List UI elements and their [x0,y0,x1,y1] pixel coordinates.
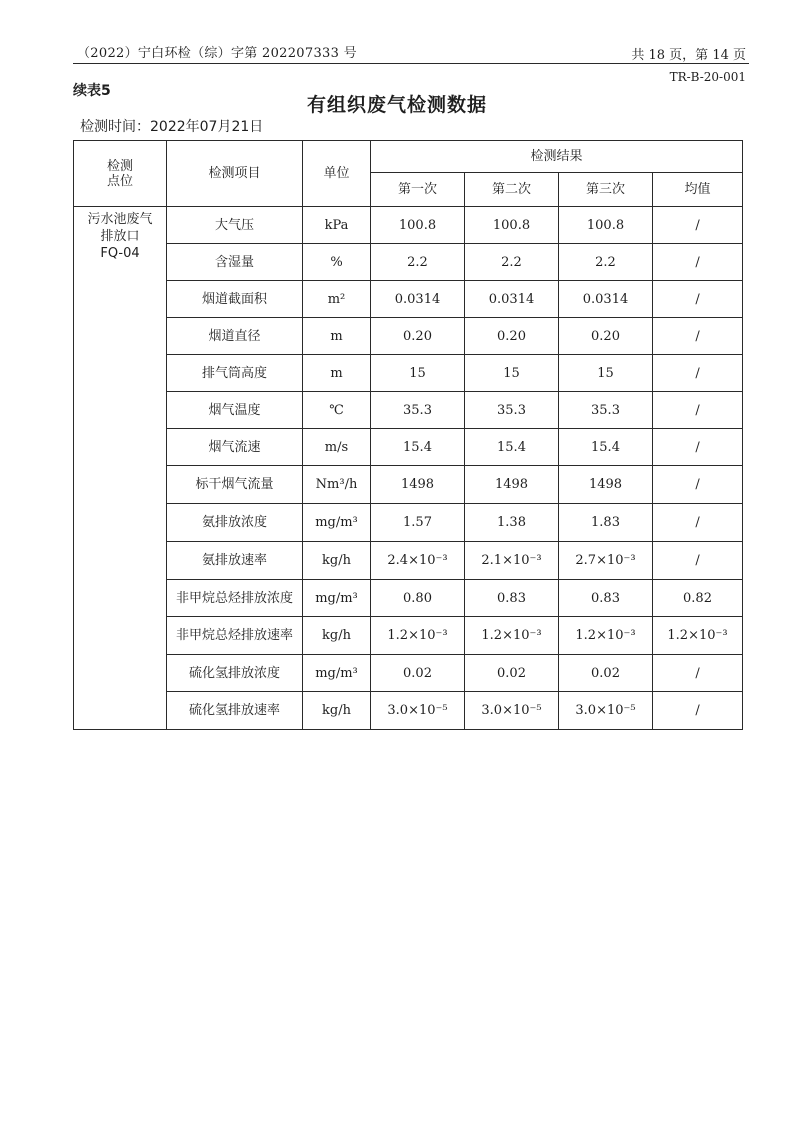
item-cell: 标干烟气流量 [167,466,303,504]
item-cell: 硫化氢排放浓度 [167,655,303,692]
item-cell: 烟道直径 [167,318,303,355]
first-value-cell: 0.02 [371,655,465,692]
second-value-cell: 100.8 [465,207,559,244]
header-avg: 均值 [653,173,743,207]
item-cell: 排气筒高度 [167,355,303,392]
average-cell: / [653,655,743,692]
unit-cell: m [303,355,371,392]
table-row [74,692,743,730]
header-second: 第二次 [465,173,559,207]
average-cell: / [653,466,743,504]
test-time: 检测时间：2022年07月21日 [80,119,264,135]
first-value-cell: 2.4×10⁻³ [371,542,465,580]
table-row [74,355,743,392]
second-value-cell: 15.4 [465,429,559,466]
table-row [74,542,743,580]
table-row [74,429,743,466]
average-cell: / [653,355,743,392]
header-point: 检测 点位 [74,141,167,207]
header-divider [73,63,749,64]
first-value-cell: 15.4 [371,429,465,466]
third-value-cell: 35.3 [559,392,653,429]
first-value-cell: 0.80 [371,580,465,617]
third-value-cell: 1.83 [559,504,653,542]
average-cell: / [653,429,743,466]
item-cell: 硫化氢排放速率 [167,692,303,730]
first-value-cell: 35.3 [371,392,465,429]
item-cell: 烟气流速 [167,429,303,466]
table-row [74,392,743,429]
unit-cell: kg/h [303,542,371,580]
second-value-cell: 2.1×10⁻³ [465,542,559,580]
page-info: 共 18 页，第 14 页 [631,48,746,63]
monitoring-point: 污水池废气 排放口 FQ-04 [74,207,167,730]
average-cell: / [653,692,743,730]
table-row [74,207,743,244]
unit-cell: ℃ [303,392,371,429]
average-cell: / [653,392,743,429]
item-cell: 烟道截面积 [167,281,303,318]
third-value-cell: 0.20 [559,318,653,355]
second-value-cell: 0.83 [465,580,559,617]
unit-cell: kg/h [303,692,371,730]
header-item: 检测项目 [167,141,303,207]
table-continuation-label: 续表5 [73,83,111,99]
unit-cell: % [303,244,371,281]
header-result: 检测结果 [371,141,743,173]
average-cell: / [653,318,743,355]
first-value-cell: 15 [371,355,465,392]
table-row [74,504,743,542]
first-value-cell: 0.20 [371,318,465,355]
item-cell: 非甲烷总烃排放速率 [167,617,303,655]
second-value-cell: 1498 [465,466,559,504]
second-value-cell: 0.20 [465,318,559,355]
average-cell: / [653,281,743,318]
second-value-cell: 3.0×10⁻⁵ [465,692,559,730]
average-cell: / [653,244,743,281]
first-value-cell: 1498 [371,466,465,504]
item-cell: 氨排放速率 [167,542,303,580]
table-row [74,617,743,655]
unit-cell: m [303,318,371,355]
first-value-cell: 1.57 [371,504,465,542]
unit-cell: kPa [303,207,371,244]
second-value-cell: 35.3 [465,392,559,429]
report-number: （2022）宁白环检（综）字第 202207333 号 [77,46,357,61]
form-code: TR-B-20-001 [669,70,746,84]
emission-data-table [73,140,743,730]
second-value-cell: 15 [465,355,559,392]
third-value-cell: 1498 [559,466,653,504]
third-value-cell: 100.8 [559,207,653,244]
average-cell: / [653,207,743,244]
unit-cell: mg/m³ [303,504,371,542]
header-first: 第一次 [371,173,465,207]
average-cell: 1.2×10⁻³ [653,617,743,655]
third-value-cell: 0.02 [559,655,653,692]
page-title: 有组织废气检测数据 [306,94,487,116]
third-value-cell: 0.0314 [559,281,653,318]
item-cell: 氨排放浓度 [167,504,303,542]
third-value-cell: 15 [559,355,653,392]
first-value-cell: 0.0314 [371,281,465,318]
first-value-cell: 1.2×10⁻³ [371,617,465,655]
table-row [74,466,743,504]
third-value-cell: 3.0×10⁻⁵ [559,692,653,730]
header-third: 第三次 [559,173,653,207]
unit-cell: m² [303,281,371,318]
average-cell: 0.82 [653,580,743,617]
first-value-cell: 2.2 [371,244,465,281]
third-value-cell: 2.2 [559,244,653,281]
unit-cell: mg/m³ [303,655,371,692]
item-cell: 含湿量 [167,244,303,281]
unit-cell: mg/m³ [303,580,371,617]
table-row [74,655,743,692]
second-value-cell: 1.38 [465,504,559,542]
item-cell: 大气压 [167,207,303,244]
third-value-cell: 15.4 [559,429,653,466]
first-value-cell: 3.0×10⁻⁵ [371,692,465,730]
unit-cell: kg/h [303,617,371,655]
table-row [74,580,743,617]
unit-cell: Nm³/h [303,466,371,504]
third-value-cell: 0.83 [559,580,653,617]
item-cell: 非甲烷总烃排放浓度 [167,580,303,617]
second-value-cell: 0.02 [465,655,559,692]
second-value-cell: 1.2×10⁻³ [465,617,559,655]
table-row [74,318,743,355]
first-value-cell: 100.8 [371,207,465,244]
unit-cell: m/s [303,429,371,466]
second-value-cell: 0.0314 [465,281,559,318]
table-row [74,244,743,281]
header-unit: 单位 [303,141,371,207]
item-cell: 烟气温度 [167,392,303,429]
table-row [74,281,743,318]
average-cell: / [653,504,743,542]
second-value-cell: 2.2 [465,244,559,281]
third-value-cell: 1.2×10⁻³ [559,617,653,655]
average-cell: / [653,542,743,580]
third-value-cell: 2.7×10⁻³ [559,542,653,580]
